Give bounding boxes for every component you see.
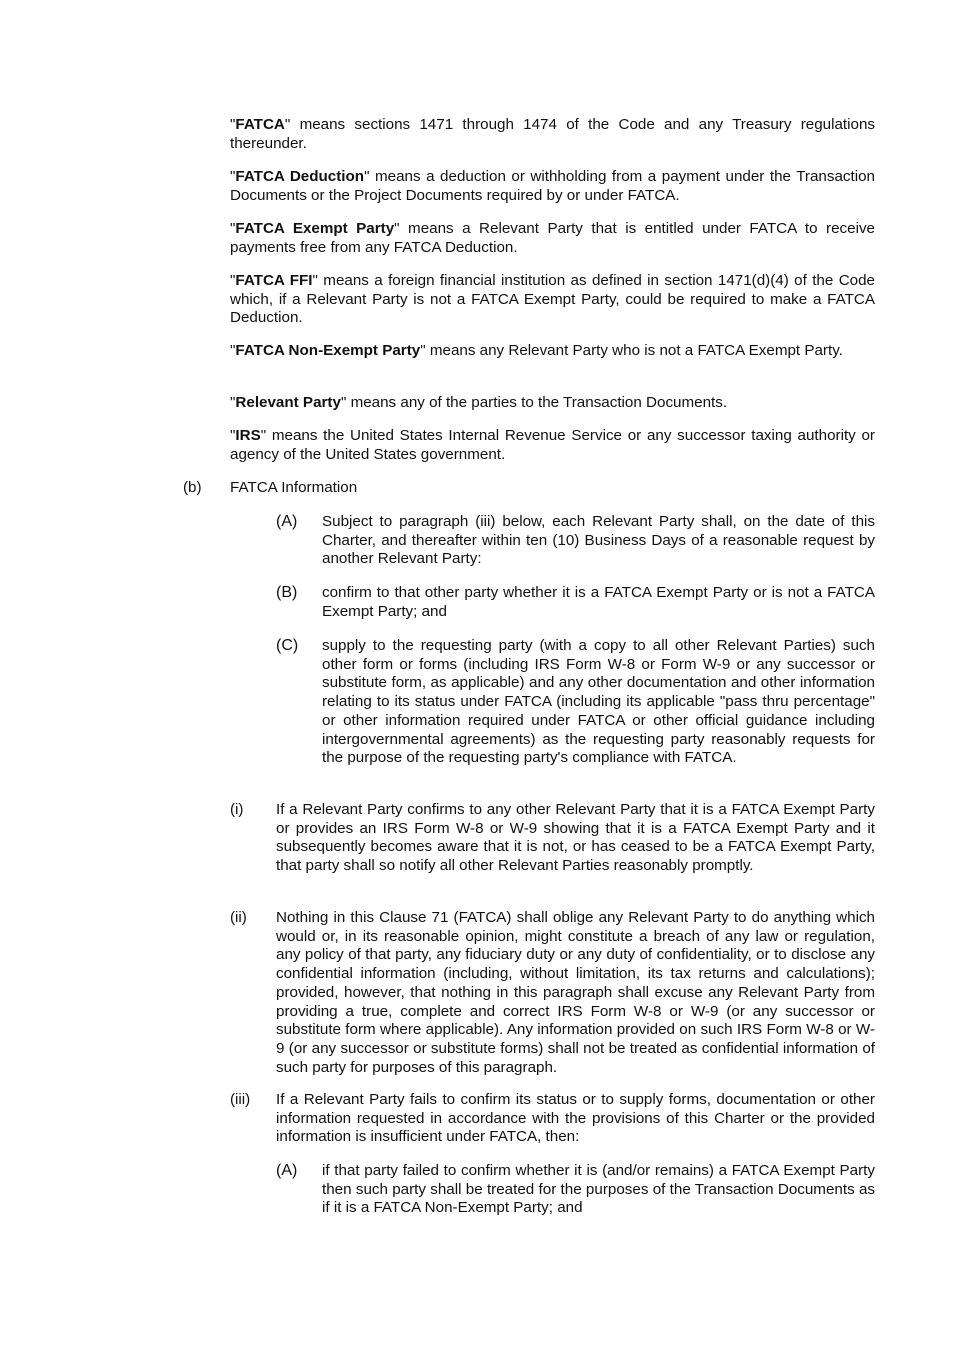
definition-term: FATCA Exempt Party <box>235 220 395 237</box>
definition-fatca-ffi: "FATCA FFI" means a foreign financial institution as defined in section 1471(d)(4) of the Code which, if a Relevant Party is not a FATCA Exempt Party, could be required to make a FATCA Deduction. <box>230 272 876 327</box>
final-sub-item-a-label: (A) <box>276 1162 298 1179</box>
definition-text: means a deduction or withholding from a payment under the Transaction Documents or the Project Documents required by or under FATCA. <box>230 168 875 204</box>
sub-item-b-text: confirm to that other party whether it is a FATCA Exempt Party or is not a FATCA Exempt Party; and <box>322 584 875 620</box>
definition-text: means a Relevant Party that is entitled under FATCA to receive payments free from any FATCA Deduction. <box>230 220 875 256</box>
roman-item-iii-text: If a Relevant Party fails to confirm its status or to supply forms, documentation or other information requested in accordance with the provisions of this Charter or the provided information is insufficient under FATCA, then: <box>276 1091 875 1146</box>
definition-text: means a foreign financial institution as defined in section 1471(d)(4) of the Code which, if a Relevant Party is not a FATCA Exempt Party, could be required to make a FATCA Deduction. <box>230 272 876 327</box>
definition-term: FATCA FFI <box>235 272 313 289</box>
roman-item-i-label: (i) <box>230 801 244 818</box>
definition-term: FATCA Non-Exempt Party <box>235 342 421 359</box>
definition-term: IRS <box>235 427 261 444</box>
definition-fatca-non-exempt-party: "FATCA Non-Exempt Party" means any Relevant Party who is not a FATCA Exempt Party. <box>230 342 843 359</box>
sub-item-c-text: supply to the requesting party (with a copy to all other Relevant Parties) such other form or forms (including IRS Form W-8 or Form W-9 or any successor or substitute form, as applicable) and any other documentation and other information relating to its status under FATCA (including its applicable "pass thru percentage" or other information required under FATCA or other official guidance including intergovernmental agreements) as the requesting party reasonably requests for the purpose of the requesting party's compliance with FATCA. <box>322 637 875 767</box>
definition-relevant-party: "Relevant Party" means any of the parties to the Transaction Documents. <box>230 394 728 411</box>
section-b-label: (b) <box>183 479 202 496</box>
final-sub-item-a-text: if that party failed to confirm whether it is (and/or remains) a FATCA Exempt Party then such party shall be treated for the purposes of the Transaction Documents as if it is a FATCA Non-Exempt Party; and <box>322 1162 875 1217</box>
roman-item-i-text: If a Relevant Party confirms to any other Relevant Party that it is a FATCA Exempt Party or provides an IRS Form W-8 or W-9 showing that it is a FATCA Exempt Party and it subsequently becomes aware that it is not, or has ceased to be a FATCA Exempt Party, that party shall so notify all other Relevant Parties reasonably promptly. <box>276 801 875 875</box>
definition-text: means any Relevant Party who is not a FATCA Exempt Party. <box>425 342 843 359</box>
sub-item-b-label: (B) <box>276 584 298 601</box>
section-b-title: FATCA Information <box>230 479 358 496</box>
definition-text: means any of the parties to the Transaction Documents. <box>346 394 728 411</box>
definition-text: means the United States Internal Revenue Service or any successor taxing authority or agency of the United States government. <box>230 427 875 463</box>
sub-item-a-text: Subject to paragraph (iii) below, each Relevant Party shall, on the date of this Charter, and thereafter within ten (10) Business Days of a reasonable request by another Relevant Party: <box>322 513 875 568</box>
roman-item-iii-label: (iii) <box>230 1091 251 1108</box>
definition-fatca-deduction: "FATCA Deduction" means a deduction or withholding from a payment under the Transaction Documents or the Project Documents required by or under FATCA. <box>230 168 875 204</box>
roman-item-ii-label: (ii) <box>230 909 247 926</box>
roman-item-ii-text: Nothing in this Clause 71 (FATCA) shall oblige any Relevant Party to do anything which would or, in its reasonable opinion, might constitute a breach of any law or regulation, any policy of that party, any fiduciary duty or any duty of confidentiality, or to disclose any confidential information (including, without limitation, its tax returns and calculations); provided, however, that nothing in this paragraph shall excuse any Relevant Party from providing a true, complete and correct IRS Form W-8 or W-9 (or any successor or substitute form where applicable). Any information provided on such IRS Form W-8 or W-9 (or any successor or substitute forms) shall not be treated as confidential information of such party for purposes of this paragraph. <box>276 909 875 1076</box>
sub-item-a-label: (A) <box>276 513 298 530</box>
definition-term: FATCA <box>235 116 285 133</box>
definition-fatca: "FATCA" means sections 1471 through 1474 of the Code and any Treasury regulations thereunder. <box>230 116 875 152</box>
definition-text: means sections 1471 through 1474 of the Code and any Treasury regulations thereunder. <box>230 116 875 152</box>
definition-fatca-exempt-party: "FATCA Exempt Party" means a Relevant Party that is entitled under FATCA to receive payments free from any FATCA Deduction. <box>230 220 875 256</box>
definition-irs: "IRS" means the United States Internal Revenue Service or any successor taxing authority or agency of the United States government. <box>230 427 875 463</box>
definition-term: FATCA Deduction <box>235 168 365 185</box>
sub-item-c-label: (C) <box>276 637 299 654</box>
definition-term: Relevant Party <box>235 394 341 411</box>
